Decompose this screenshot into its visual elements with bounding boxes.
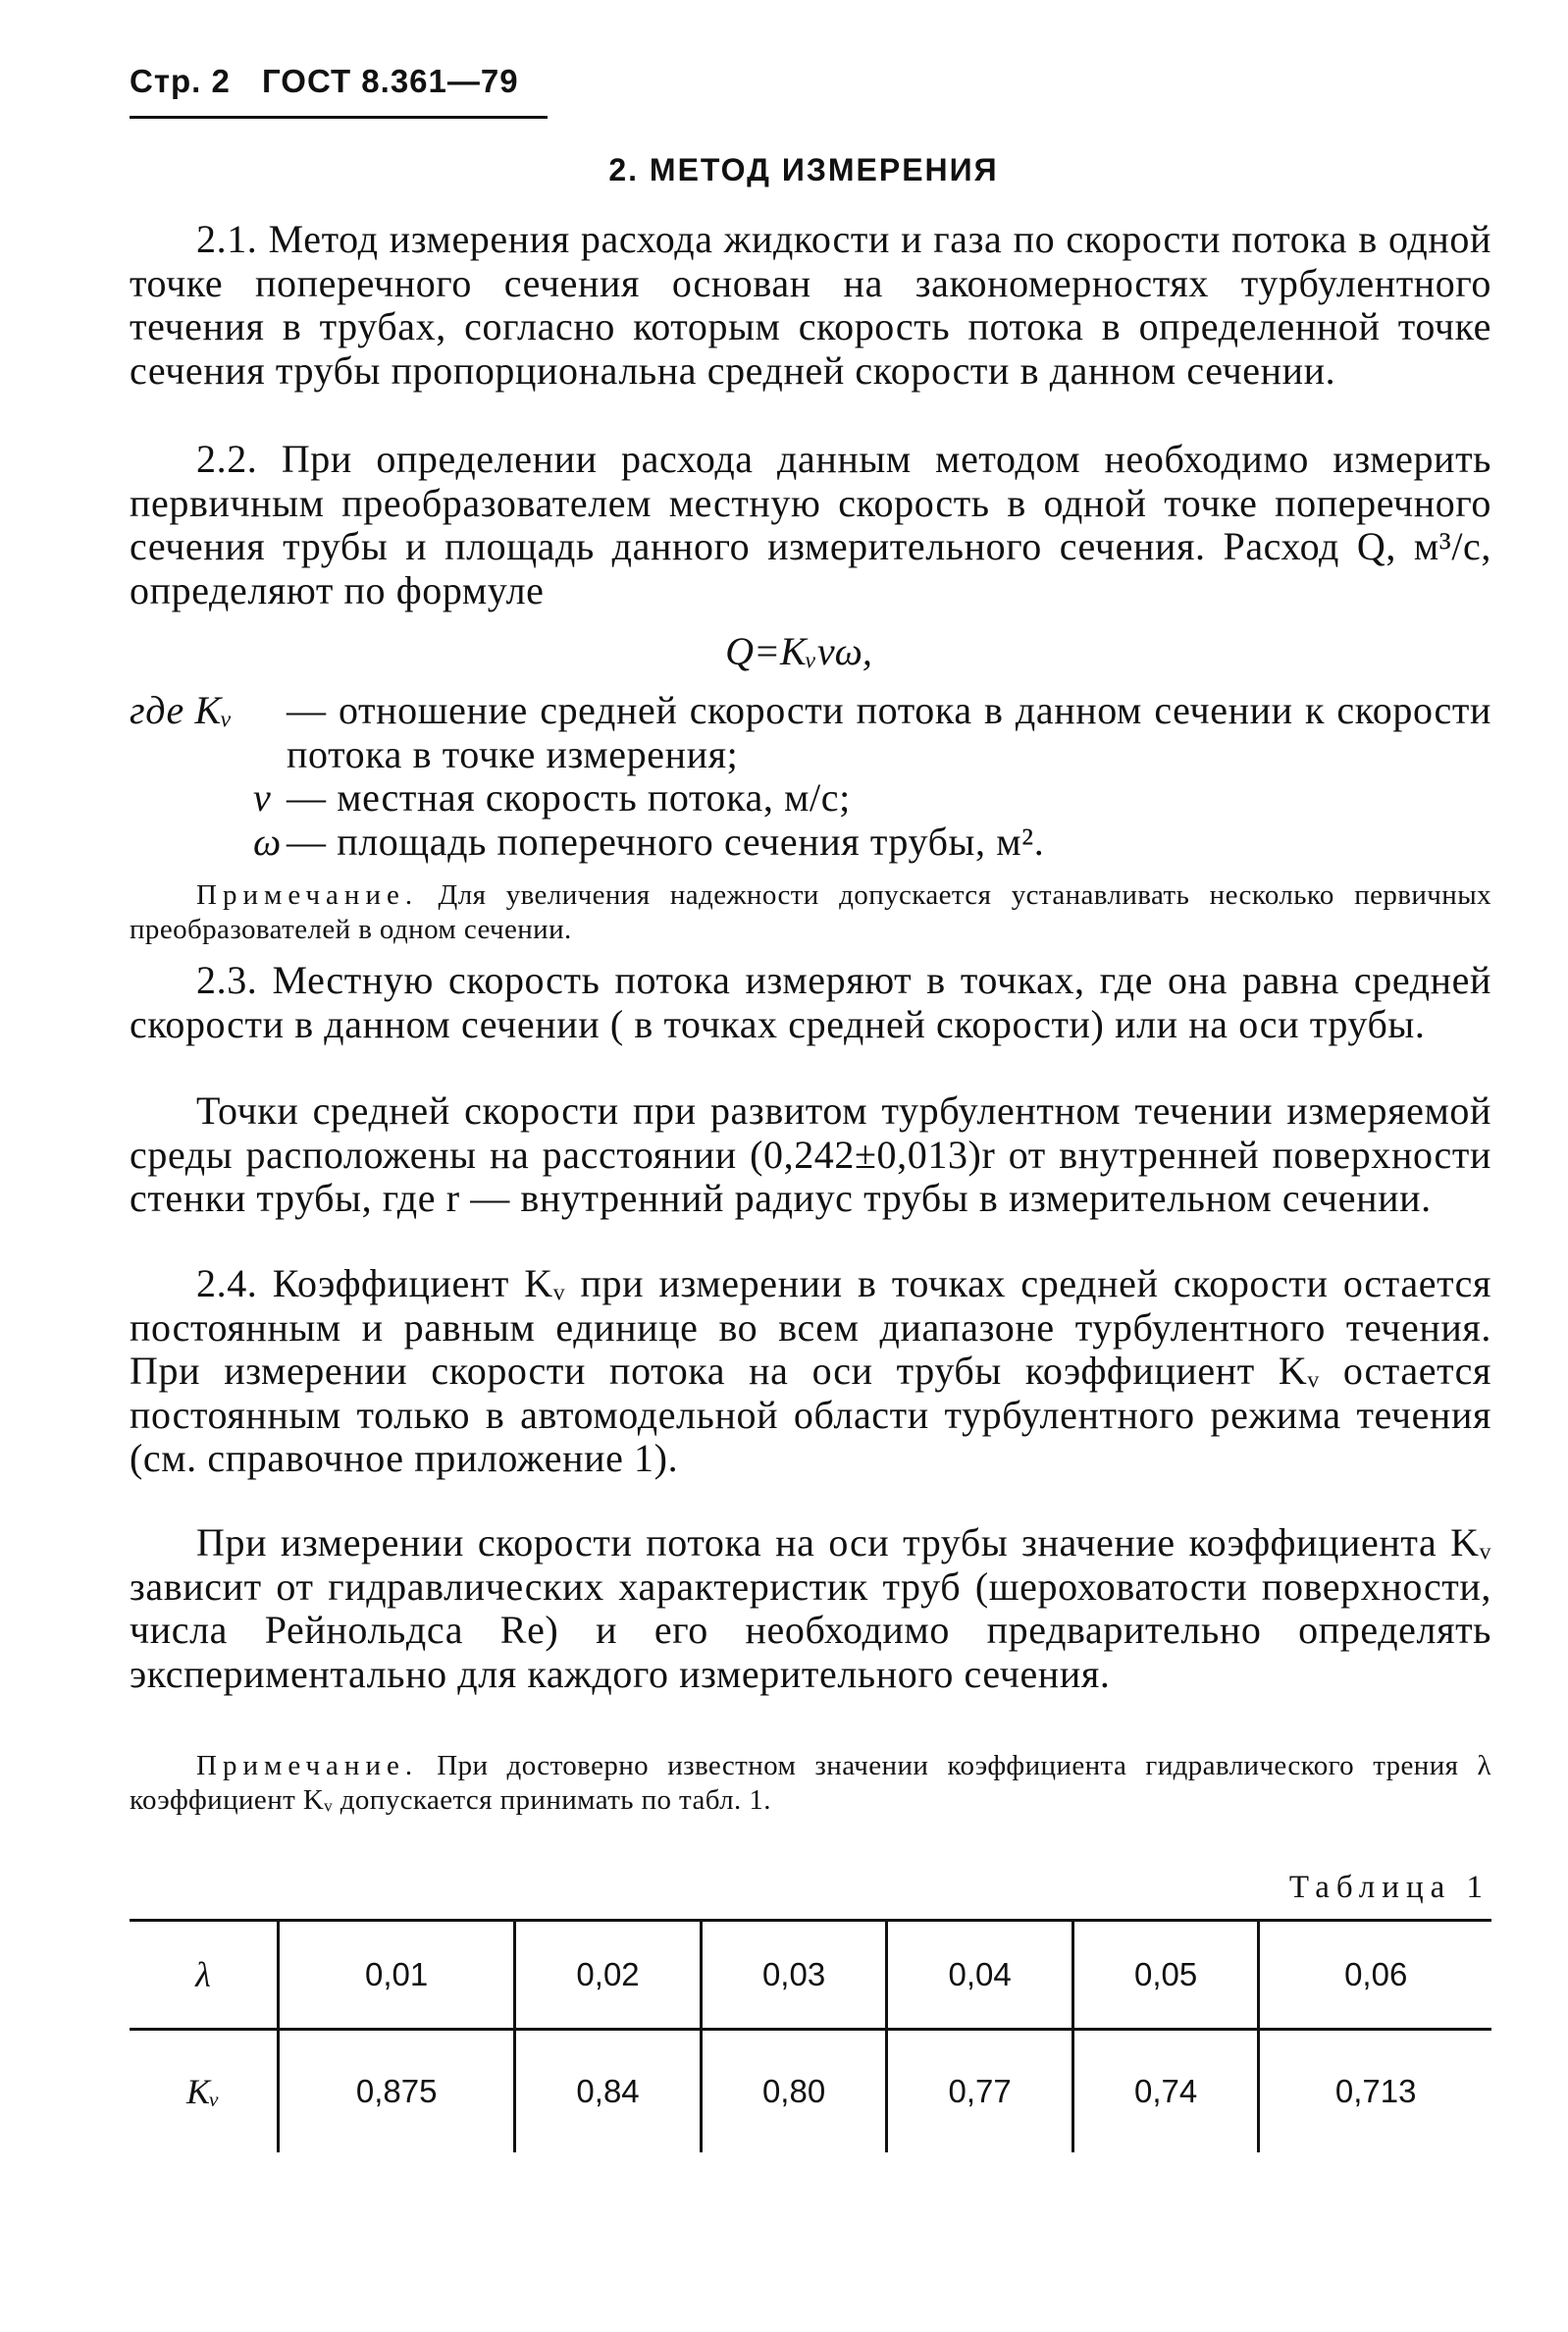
note-2 (130, 1749, 1491, 1818)
table-cell: 0,713 (1259, 2030, 1491, 2153)
where-row-kv (130, 689, 1491, 776)
paragraph-text: 2.4. Коэффициент Kᵥ при измерении в точках средней скорости остается постоянным и равным единице во всем диапазоне турбулентного течения. При измерении скорости потока на оси трубы коэффициент Kᵥ остается постоянным только в автомодельной области турбулентного режима течения (см. справочное приложение 1). (130, 1261, 1491, 1480)
note-text: Для увеличения надежности допускается устанавливать несколько первичных преобразователей в одном сечении. (130, 879, 1491, 945)
row-header-kv: Kᵥ (130, 2030, 279, 2153)
paragraph-2-2 (130, 438, 1491, 612)
page-header (130, 63, 541, 100)
note-label: Примечание. (196, 1750, 419, 1781)
table-caption: Таблица 1 (1288, 1870, 1490, 1905)
section-title: 2. МЕТОД ИЗМЕРЕНИЯ (608, 152, 999, 187)
kv-table (130, 1919, 1491, 2152)
paragraph-text: 2.1. Метод измерения расхода жидкости и газа по скорости потока в одной точке поперечного сечения основан на закономерностях турбулентного течения в трубах, согласно которым скорость потока в определенной точке сечения трубы пропорциональна средней скорости в данном сечении. (130, 217, 1491, 393)
symbol-kv-description: — отношение средней скорости потока в данном сечении к скорости потока в точке измерения; (287, 688, 1491, 776)
paragraph-2-4-b (130, 1521, 1491, 1696)
page-number: Стр. 2 (130, 63, 231, 99)
header-divider (130, 116, 548, 119)
where-row-omega (253, 821, 1491, 865)
table-cell: 0,05 (1072, 1921, 1259, 2030)
note-label: Примечание. (196, 879, 419, 911)
table-cell: 0,77 (887, 2030, 1073, 2153)
paragraph-text: 2.3. Местную скорость потока измеряют в точках, где она равна средней скорости в данном сечении ( в точках средней скорости) или на оси трубы. (130, 958, 1491, 1046)
symbol-v: v (253, 775, 272, 820)
table-row-kv (130, 2030, 1491, 2153)
table-cell: 0,74 (1072, 2030, 1259, 2153)
symbol-kv: где Kᵥ (130, 688, 234, 732)
table-cell: 0,84 (515, 2030, 702, 2153)
symbol-omega-description: — площадь поперечного сечения трубы, м². (287, 820, 1045, 864)
paragraph-text: При измерении скорости потока на оси трубы значение коэффициента Kᵥ зависит от гидравлических характеристик труб (шероховатости поверхности, числа Рейнольдса Re) и его необходимо предварительно определять экспериментально для каждого измерительного сечения. (130, 1520, 1491, 1696)
table-row-lambda (130, 1921, 1491, 2030)
paragraph-2-3 (130, 959, 1491, 1046)
table-cell: 0,04 (887, 1921, 1073, 2030)
symbol-omega: ω (253, 820, 282, 864)
table-cell: 0,03 (701, 1921, 887, 2030)
note-1 (130, 878, 1491, 947)
note-text: При достоверно известном значении коэффициента гидравлического трения λ коэффициент Kᵥ допускается принимать по табл. 1. (130, 1750, 1491, 1816)
table-cell: 0,80 (701, 2030, 887, 2153)
table-cell: 0,875 (279, 2030, 515, 2153)
flow-formula: Q=Kᵥvω, (725, 629, 872, 673)
paragraph-text: Точки средней скорости при развитом турбулентном течении измеряемой среды расположены на расстоянии (0,242±0,013)r от внутренней поверхности стенки трубы, где r — внутренний радиус трубы в измерительном сечении. (130, 1088, 1491, 1220)
table-cell: 0,01 (279, 1921, 515, 2030)
paragraph-2-3-b (130, 1089, 1491, 1221)
paragraph-2-1 (130, 218, 1491, 393)
row-header-lambda: λ (130, 1921, 279, 2030)
standard-code: ГОСТ 8.361—79 (262, 63, 519, 99)
paragraph-text: 2.2. При определении расхода данным методом необходимо измерить первичным преобразователем местную скорость в одной точке поперечного сечения трубы и площадь данного измерительного сечения. Расход Q, м³/с, определяют по формуле (130, 437, 1491, 612)
table-cell: 0,06 (1259, 1921, 1491, 2030)
table-cell: 0,02 (515, 1921, 702, 2030)
where-row-v (253, 776, 1491, 821)
paragraph-2-4 (130, 1262, 1491, 1481)
symbol-v-description: — местная скорость потока, м/с; (287, 775, 851, 820)
